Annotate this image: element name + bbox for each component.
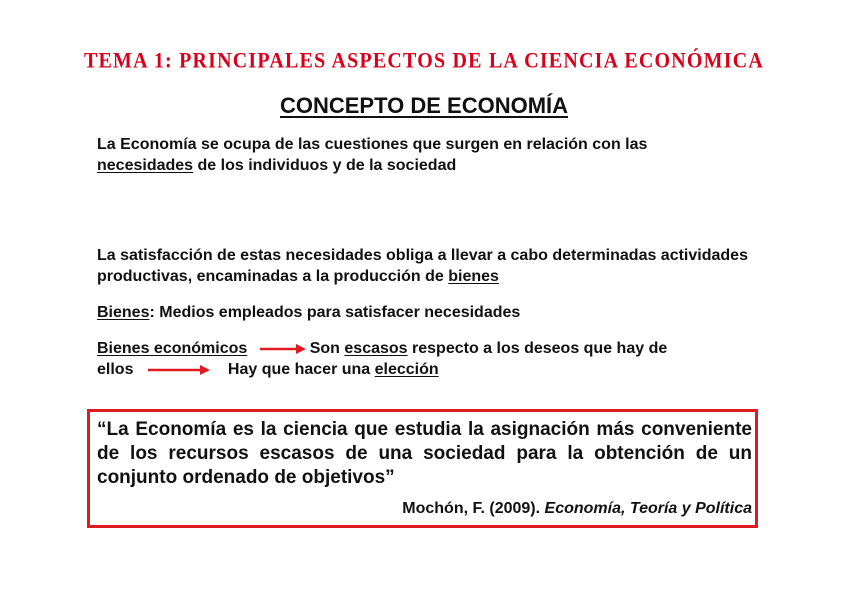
paragraph-bienes-definition bbox=[97, 302, 747, 323]
paragraph-economy-definition bbox=[97, 134, 747, 176]
para4-text-c: ellos bbox=[97, 361, 134, 378]
page-title: TEMA 1: PRINCIPALES ASPECTOS DE LA CIENCIA ECONÓMICA bbox=[83, 48, 765, 74]
para1-text-a: La Economía se ocupa de las cuestiones que surgen en relación con las bbox=[97, 136, 648, 153]
paragraph-bienes-economicos bbox=[97, 338, 767, 380]
section-heading: CONCEPTO DE ECONOMÍA bbox=[279, 93, 569, 118]
term-necesidades: necesidades bbox=[97, 157, 194, 174]
para4-text-d: Hay que hacer una bbox=[227, 361, 375, 378]
para2-text-a: La satisfacción de estas necesidades obliga a llevar a cabo determinadas actividades productivas, encaminadas a la producción de bbox=[97, 247, 748, 285]
paragraph-productive-activities bbox=[97, 245, 757, 287]
arrow-right-icon bbox=[148, 364, 210, 376]
term-bienes-economicos: Bienes económicos bbox=[97, 340, 248, 357]
citation-work: Economía, Teoría y Política bbox=[544, 500, 752, 517]
para3-text: : Medios empleados para satisfacer necesidades bbox=[149, 304, 521, 321]
term-escasos: escasos bbox=[344, 340, 408, 357]
arrow-right-icon bbox=[260, 343, 306, 355]
quote-citation bbox=[97, 500, 752, 518]
term-eleccion: elección bbox=[374, 361, 439, 378]
citation-author: Mochón, F. (2009). bbox=[402, 500, 545, 517]
para1-text-b: de los individuos y de la sociedad bbox=[193, 157, 457, 174]
para4-text-b: respecto a los deseos que hay de bbox=[407, 340, 668, 357]
para4-text-a: Son bbox=[309, 340, 345, 357]
term-bienes-def: Bienes bbox=[97, 304, 150, 321]
term-bienes: bienes bbox=[448, 268, 499, 285]
definition-quote: “La Economía es la ciencia que estudia la asignación más conveniente de los recursos escasos de una sociedad para la obtención de un conjunto ordenado de objetivos” bbox=[97, 419, 752, 488]
